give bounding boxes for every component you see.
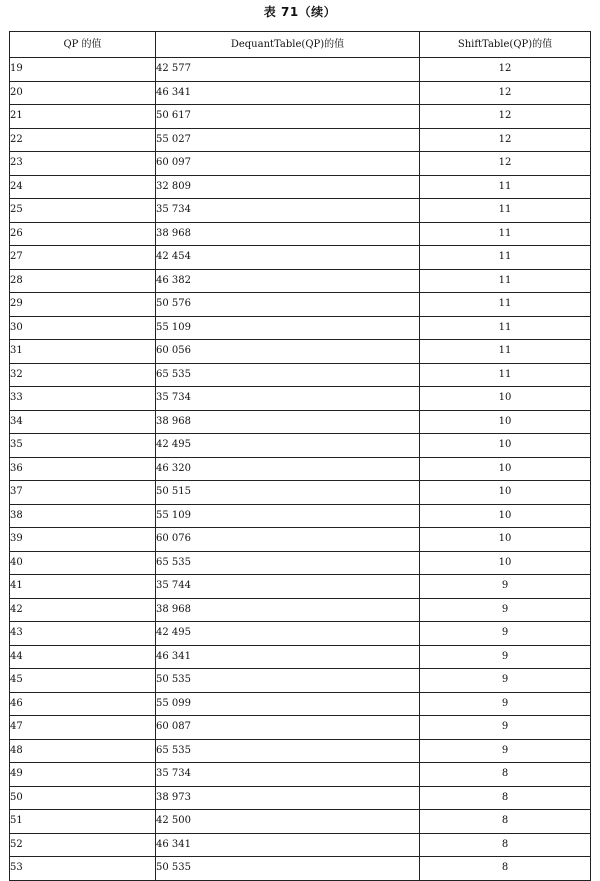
cell-qp: 34	[10, 410, 156, 434]
cell-qp: 32	[10, 363, 156, 387]
cell-shift: 11	[420, 316, 591, 340]
cell-dequant: 35 734	[156, 763, 420, 787]
cell-shift: 10	[420, 528, 591, 552]
cell-shift: 11	[420, 246, 591, 270]
table-row	[10, 175, 591, 199]
table-row	[10, 857, 591, 881]
cell-qp: 33	[10, 387, 156, 411]
cell-qp: 40	[10, 551, 156, 575]
table-row	[10, 457, 591, 481]
table-row	[10, 363, 591, 387]
cell-dequant: 60 076	[156, 528, 420, 552]
cell-shift: 11	[420, 293, 591, 317]
cell-qp: 47	[10, 716, 156, 740]
cell-shift: 8	[420, 833, 591, 857]
table-row	[10, 387, 591, 411]
cell-dequant: 35 734	[156, 199, 420, 223]
cell-dequant: 38 968	[156, 598, 420, 622]
cell-dequant: 50 617	[156, 105, 420, 129]
cell-shift: 8	[420, 763, 591, 787]
cell-shift: 10	[420, 551, 591, 575]
cell-qp: 39	[10, 528, 156, 552]
table-row	[10, 528, 591, 552]
cell-dequant: 60 097	[156, 152, 420, 176]
table-row	[10, 81, 591, 105]
cell-dequant: 38 968	[156, 222, 420, 246]
cell-shift: 11	[420, 340, 591, 364]
cell-qp: 38	[10, 504, 156, 528]
cell-shift: 9	[420, 622, 591, 646]
cell-qp: 23	[10, 152, 156, 176]
cell-dequant: 50 515	[156, 481, 420, 505]
cell-dequant: 38 968	[156, 410, 420, 434]
cell-shift: 9	[420, 739, 591, 763]
cell-qp: 43	[10, 622, 156, 646]
cell-shift: 10	[420, 504, 591, 528]
cell-qp: 37	[10, 481, 156, 505]
cell-qp: 49	[10, 763, 156, 787]
header-dequant-table-value: DequantTable(QP)的值	[156, 32, 420, 58]
table-row	[10, 669, 591, 693]
cell-qp: 46	[10, 692, 156, 716]
cell-qp: 19	[10, 58, 156, 82]
header-shift-table-value: ShiftTable(QP)的值	[420, 32, 591, 58]
cell-qp: 35	[10, 434, 156, 458]
cell-shift: 10	[420, 481, 591, 505]
cell-dequant: 35 734	[156, 387, 420, 411]
table-row	[10, 692, 591, 716]
cell-shift: 12	[420, 58, 591, 82]
cell-qp: 21	[10, 105, 156, 129]
cell-dequant: 60 056	[156, 340, 420, 364]
table-row	[10, 786, 591, 810]
cell-dequant: 42 577	[156, 58, 420, 82]
cell-shift: 11	[420, 222, 591, 246]
cell-dequant: 55 109	[156, 504, 420, 528]
cell-shift: 9	[420, 645, 591, 669]
cell-shift: 12	[420, 105, 591, 129]
cell-dequant: 42 495	[156, 434, 420, 458]
table-row	[10, 434, 591, 458]
cell-dequant: 55 027	[156, 128, 420, 152]
cell-shift: 10	[420, 457, 591, 481]
cell-shift: 9	[420, 575, 591, 599]
cell-dequant: 50 535	[156, 857, 420, 881]
cell-dequant: 42 454	[156, 246, 420, 270]
table-row	[10, 128, 591, 152]
cell-shift: 9	[420, 598, 591, 622]
cell-shift: 11	[420, 363, 591, 387]
table-row	[10, 222, 591, 246]
cell-qp: 50	[10, 786, 156, 810]
cell-qp: 48	[10, 739, 156, 763]
cell-dequant: 60 087	[156, 716, 420, 740]
table-row	[10, 199, 591, 223]
cell-qp: 28	[10, 269, 156, 293]
cell-qp: 53	[10, 857, 156, 881]
cell-dequant: 46 341	[156, 833, 420, 857]
cell-dequant: 42 495	[156, 622, 420, 646]
table-row	[10, 152, 591, 176]
cell-dequant: 65 535	[156, 363, 420, 387]
dequant-shift-table	[9, 31, 591, 881]
table-row	[10, 316, 591, 340]
cell-shift: 11	[420, 175, 591, 199]
table-row	[10, 716, 591, 740]
cell-dequant: 50 535	[156, 669, 420, 693]
cell-dequant: 42 500	[156, 810, 420, 834]
cell-qp: 29	[10, 293, 156, 317]
table-row	[10, 810, 591, 834]
table-row	[10, 598, 591, 622]
cell-qp: 26	[10, 222, 156, 246]
table-row	[10, 551, 591, 575]
cell-qp: 24	[10, 175, 156, 199]
table-row	[10, 481, 591, 505]
cell-shift: 12	[420, 128, 591, 152]
table-row	[10, 763, 591, 787]
cell-shift: 12	[420, 152, 591, 176]
cell-shift: 9	[420, 716, 591, 740]
table-row	[10, 575, 591, 599]
cell-dequant: 46 320	[156, 457, 420, 481]
cell-shift: 8	[420, 786, 591, 810]
table-row	[10, 58, 591, 82]
cell-dequant: 65 535	[156, 551, 420, 575]
cell-qp: 44	[10, 645, 156, 669]
cell-qp: 42	[10, 598, 156, 622]
cell-qp: 41	[10, 575, 156, 599]
cell-shift: 10	[420, 410, 591, 434]
table-row	[10, 246, 591, 270]
cell-dequant: 55 109	[156, 316, 420, 340]
cell-dequant: 46 341	[156, 81, 420, 105]
cell-dequant: 50 576	[156, 293, 420, 317]
cell-dequant: 35 744	[156, 575, 420, 599]
cell-dequant: 32 809	[156, 175, 420, 199]
cell-qp: 25	[10, 199, 156, 223]
cell-shift: 11	[420, 199, 591, 223]
cell-qp: 22	[10, 128, 156, 152]
header-qp-value: QP 的值	[10, 32, 156, 58]
cell-qp: 27	[10, 246, 156, 270]
cell-dequant: 46 382	[156, 269, 420, 293]
cell-dequant: 38 973	[156, 786, 420, 810]
table-row	[10, 645, 591, 669]
cell-qp: 30	[10, 316, 156, 340]
table-row	[10, 340, 591, 364]
cell-shift: 10	[420, 434, 591, 458]
table-row	[10, 293, 591, 317]
cell-qp: 45	[10, 669, 156, 693]
cell-dequant: 65 535	[156, 739, 420, 763]
table-title: 表 71（续）	[263, 5, 337, 19]
cell-shift: 8	[420, 857, 591, 881]
table-header-row	[10, 32, 591, 58]
cell-dequant: 46 341	[156, 645, 420, 669]
cell-shift: 12	[420, 81, 591, 105]
cell-qp: 31	[10, 340, 156, 364]
table-row	[10, 269, 591, 293]
cell-qp: 51	[10, 810, 156, 834]
cell-qp: 36	[10, 457, 156, 481]
cell-shift: 10	[420, 387, 591, 411]
table-row	[10, 739, 591, 763]
table-row	[10, 410, 591, 434]
table-body	[10, 58, 591, 881]
cell-qp: 52	[10, 833, 156, 857]
table-row	[10, 504, 591, 528]
table-row	[10, 105, 591, 129]
cell-shift: 11	[420, 269, 591, 293]
cell-shift: 8	[420, 810, 591, 834]
table-row	[10, 833, 591, 857]
cell-shift: 9	[420, 669, 591, 693]
cell-qp: 20	[10, 81, 156, 105]
table-row	[10, 622, 591, 646]
cell-dequant: 55 099	[156, 692, 420, 716]
cell-shift: 9	[420, 692, 591, 716]
